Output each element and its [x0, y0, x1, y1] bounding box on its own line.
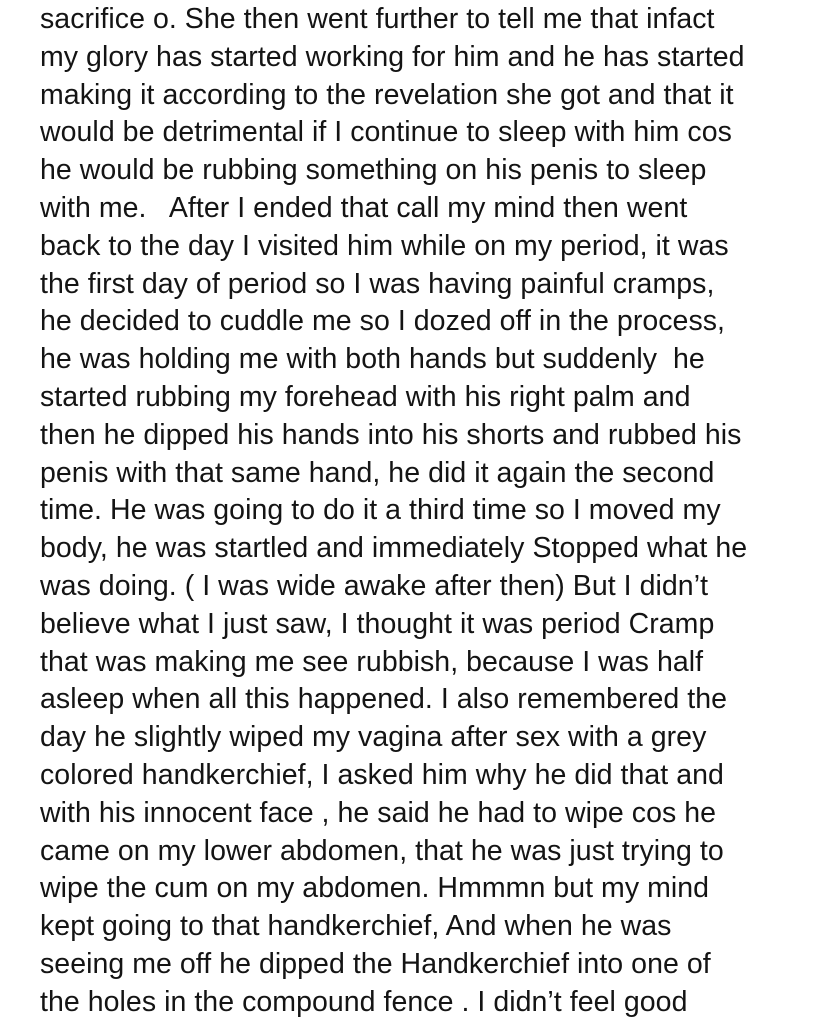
text-line: came on my lower abdomen, that he was just trying to [40, 834, 724, 867]
text-line: making it according to the revelation she got and that it [40, 78, 734, 111]
text-line: kept going to that handkerchief, And when he was [40, 910, 672, 943]
text-line: he was holding me with both hands but suddenly he [40, 343, 705, 376]
text-line: wipe the cum on my abdomen. Hmmmn but my mind [40, 872, 710, 905]
text-line: with me. After I ended that call my mind then went [40, 191, 688, 224]
text-line: day he slightly wiped my vagina after sex with a grey [40, 721, 707, 754]
text-line: he decided to cuddle me so I dozed off in the process, [40, 305, 726, 338]
body-text [40, 1, 820, 1022]
text-line: then he dipped his hands into his shorts and rubbed his [40, 418, 742, 451]
text-line: colored handkerchief, I asked him why he did that and [40, 758, 724, 791]
text-line: started rubbing my forehead with his right palm and [40, 380, 691, 413]
text-line: that was making me see rubbish, because I was half [40, 645, 704, 678]
text-line: sacrifice o. She then went further to tell me that infact [40, 3, 715, 35]
text-line: was doing. ( I was wide awake after then) But I didn’t [40, 569, 709, 602]
text-line: penis with that same hand, he did it again the second [40, 456, 715, 489]
text-line: he would be rubbing something on his penis to sleep [40, 154, 707, 187]
text-line: back to the day I visited him while on my period, it was [40, 229, 729, 262]
text-line: with his innocent face , he said he had to wipe cos he [40, 796, 717, 829]
text-line: the holes in the compound fence . I didn’t feel good [40, 985, 688, 1018]
text-line: seeing me off he dipped the Handkerchief into one of [40, 947, 711, 980]
text-line: time. He was going to do it a third time so I moved my [40, 494, 721, 527]
text-line: my glory has started working for him and he has started [40, 40, 745, 73]
text-line: believe what I just saw, I thought it was period Cramp [40, 607, 715, 640]
text-line: the first day of period so I was having painful cramps, [40, 267, 715, 300]
text-line: asleep when all this happened. I also remembered the [40, 683, 728, 716]
text-line: would be detrimental if I continue to sleep with him cos [40, 116, 732, 149]
text-line: body, he was startled and immediately Stopped what he [40, 532, 748, 565]
